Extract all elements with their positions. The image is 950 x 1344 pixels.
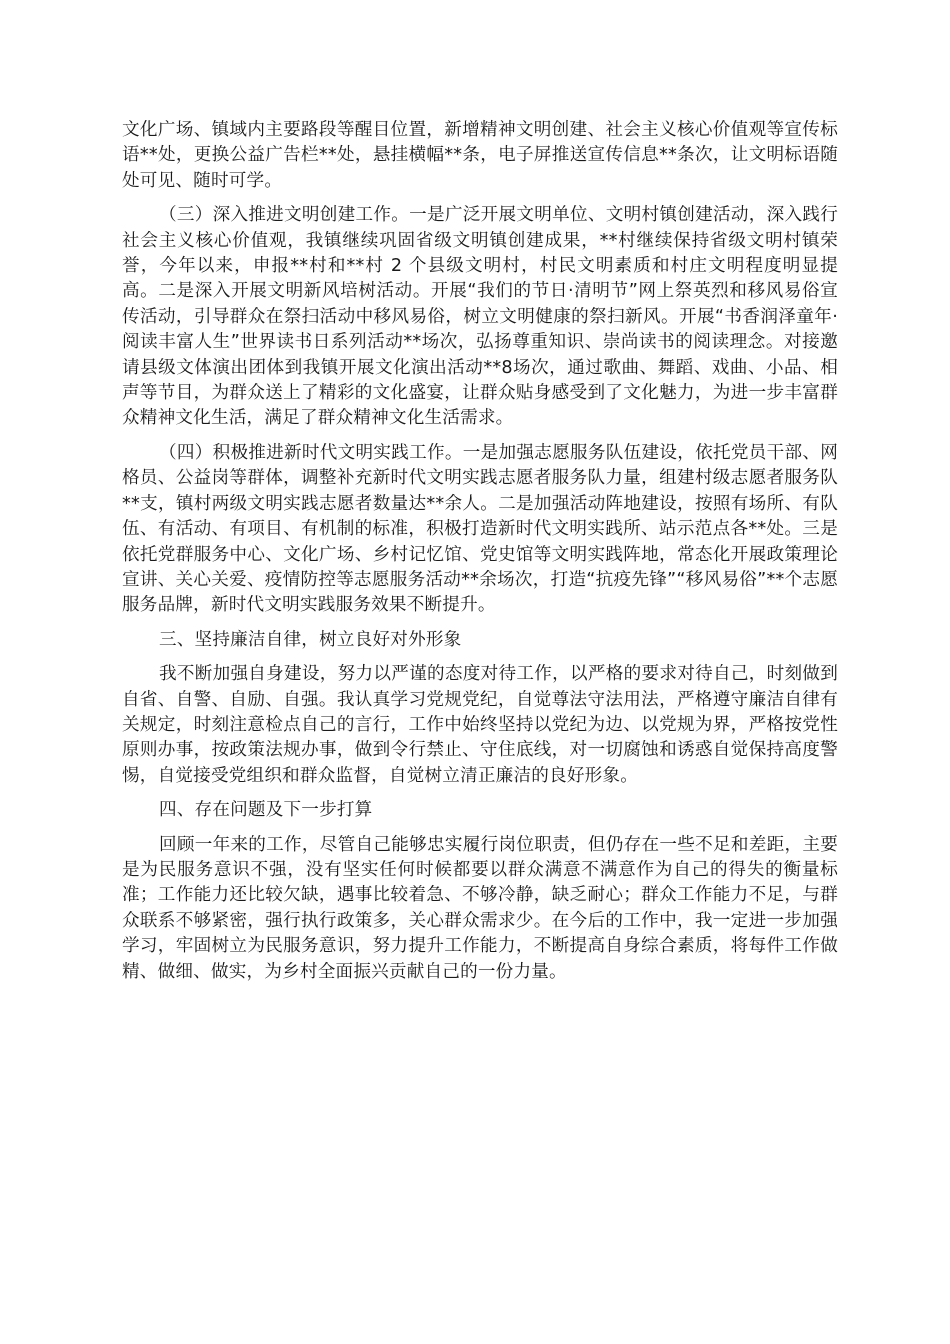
heading-integrity: 三、坚持廉洁自律，树立良好对外形象 <box>158 629 462 650</box>
paragraph-problems: 回顾一年来的工作，尽管自己能够忠实履行岗位职责，但仍存在一些不足和差距，主要是为民服务意识不强，没有坚实任何时候都要以群众满意不满意作为自己的得失的衡量标准；工作能力还比较欠缺，遇事比较着急、不够冷静，缺乏耐心；群众工作能力不足，与群众联系不够紧密，强行执行政策多，关心群众需求少。在今后的工作中，我一定进一步加强学习，牢固树立为民服务意识，努力提升工作能力，不断提高自身综合素质，将每件工作做精、做细、做实，为乡村全面振兴贡献自己的一份力量。 <box>122 834 838 982</box>
paragraph-section-3: （三）深入推进文明创建工作。一是广泛开展文明单位、文明村镇创建活动，深入践行社会主义核心价值观，我镇继续巩固省级文明镇创建成果，**村继续保持省级文明村镇荣誉，今年以来，申报**村和**村 2 个县级文明村，村民文明素质和村庄文明程度明显提高。二是深入开展文明新风培树活动。开展“我们的节日·清明节”网上祭英烈和移风易俗宣传活动，引导群众在祭扫活动中移风易俗，树立文明健康的祭扫新风。开展“书香润泽童年·阅读丰富人生”世界读书日系列活动**场次，弘扬尊重知识、崇尚读书的阅读理念。对接邀请县级文体演出团体到我镇开展文化演出活动**8场次，通过歌曲、舞蹈、戏曲、小品、相声等节目，为群众送上了精彩的文化盛宴，让群众贴身感受到了文化魅力，为进一步丰富群众精神文化生活，满足了群众精神文化生活需求。 <box>122 205 838 429</box>
document-page <box>122 118 838 994</box>
paragraph-integrity: 我不断加强自身建设，努力以严谨的态度对待工作，以严格的要求对待自己，时刻做到自省、自警、自励、自强。我认真学习党规党纪，自觉尊法守法用法，严格遵守廉洁自律有关规定，时刻注意检点自己的言行，工作中始终坚持以党纪为边、以党规为界，严格按党性原则办事，按政策法规办事，做到令行禁止、守住底线，对一切腐蚀和诱惑自觉保持高度警惕，自觉接受党组织和群众监督，自觉树立清正廉洁的良好形象。 <box>122 664 838 786</box>
heading-problems: 四、存在问题及下一步打算 <box>158 800 373 821</box>
paragraph-section-4: （四）积极推进新时代文明实践工作。一是加强志愿服务队伍建设，依托党员干部、网格员、公益岗等群体，调整补充新时代文明实践志愿者服务队力量，组建村级志愿者服务队**支，镇村两级文明实践志愿者数量达**余人。二是加强活动阵地建设，按照有场所、有队伍、有活动、有项目、有机制的标准，积极打造新时代文明实践所、站示范点各**处。三是依托党群服务中心、文化广场、乡村记忆馆、党史馆等文明实践阵地，常态化开展政策理论宣讲、关心关爱、疫情防控等志愿服务活动**余场次，打造“抗疫先锋”“移风易俗”**个志愿服务品牌，新时代文明实践服务效果不断提升。 <box>122 442 838 616</box>
paragraph-continuation: 文化广场、镇域内主要路段等醒目位置，新增精神文明创建、社会主义核心价值观等宣传标语**处，更换公益广告栏**处，悬挂横幅**条，电子屏推送宣传信息**条次，让文明标语随处可见、随时可学。 <box>122 120 838 191</box>
